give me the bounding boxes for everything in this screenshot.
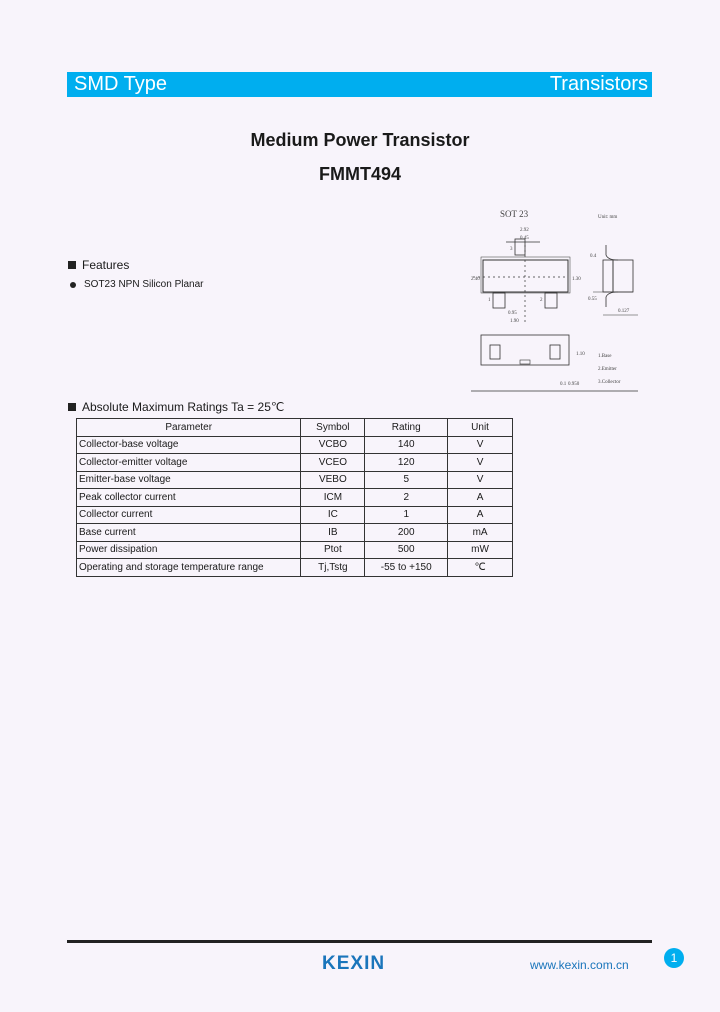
cell-parameter: Emitter-base voltage	[77, 471, 301, 489]
cell-parameter: Collector-base voltage	[77, 436, 301, 454]
svg-text:0.1: 0.1	[560, 382, 567, 387]
cell-parameter: Base current	[77, 524, 301, 542]
feature-item-text: SOT23 NPN Silicon Planar	[84, 279, 204, 290]
table-row	[77, 559, 513, 577]
svg-text:0.55: 0.55	[588, 297, 597, 302]
table-row	[77, 454, 513, 472]
diagram-unit-label: Unit: mm	[598, 215, 618, 220]
cell-parameter: Collector-emitter voltage	[77, 454, 301, 472]
svg-text:2.Emitter: 2.Emitter	[598, 367, 617, 372]
cell-unit: mA	[448, 524, 513, 542]
cell-parameter: Collector current	[77, 506, 301, 524]
cell-symbol: VCBO	[301, 436, 365, 454]
cell-symbol: Ptot	[301, 541, 365, 559]
cell-rating: 2	[365, 489, 448, 507]
ratings-heading-label: Absolute Maximum Ratings Ta = 25℃	[82, 400, 285, 414]
document-title: Medium Power Transistor	[250, 130, 470, 150]
cell-unit: V	[448, 436, 513, 454]
cell-rating: 1	[365, 506, 448, 524]
package-outline-diagram	[468, 205, 648, 395]
svg-text:1: 1	[488, 298, 491, 303]
cell-symbol: VCEO	[301, 454, 365, 472]
svg-text:2.40: 2.40	[471, 277, 480, 282]
svg-text:0.45: 0.45	[520, 236, 529, 241]
column-header-rating: Rating	[365, 419, 448, 437]
diagram-package-label: SOT 23	[500, 209, 529, 219]
svg-text:0.950: 0.950	[568, 382, 580, 387]
website-link[interactable]: www.kexin.com.cn	[530, 958, 629, 972]
cell-unit: V	[448, 454, 513, 472]
part-number: FMMT494	[318, 164, 401, 184]
header-category: SMD Type	[74, 73, 167, 95]
kexin-logo: KEXIN	[322, 953, 386, 974]
cell-rating: -55 to +150	[365, 559, 448, 577]
table-row	[77, 489, 513, 507]
table-row	[77, 471, 513, 489]
cell-unit: mW	[448, 541, 513, 559]
square-bullet-icon	[68, 261, 76, 269]
svg-text:1.10: 1.10	[576, 352, 585, 357]
column-header-parameter: Parameter	[77, 419, 301, 437]
cell-rating: 200	[365, 524, 448, 542]
table-row	[77, 436, 513, 454]
header-bar	[67, 72, 652, 97]
svg-text:3.Collector: 3.Collector	[598, 380, 621, 385]
cell-unit: A	[448, 506, 513, 524]
cell-rating: 120	[365, 454, 448, 472]
table-row	[77, 541, 513, 559]
svg-text:1.30: 1.30	[572, 277, 581, 282]
cell-symbol: IC	[301, 506, 365, 524]
table-row	[77, 506, 513, 524]
page-number-badge: 1	[664, 948, 684, 968]
cell-unit: A	[448, 489, 513, 507]
svg-text:2: 2	[540, 298, 543, 303]
column-header-unit: Unit	[448, 419, 513, 437]
square-bullet-icon	[68, 403, 76, 411]
cell-rating: 500	[365, 541, 448, 559]
table-row	[77, 524, 513, 542]
cell-unit: V	[448, 471, 513, 489]
ratings-heading	[68, 400, 284, 414]
svg-text:3: 3	[510, 247, 513, 252]
ratings-table	[76, 418, 513, 577]
svg-text:0.127: 0.127	[618, 309, 630, 314]
bullet-icon	[70, 282, 76, 288]
svg-text:0.95: 0.95	[508, 311, 517, 316]
svg-text:1.90: 1.90	[510, 319, 519, 324]
features-heading	[68, 258, 129, 272]
cell-parameter: Operating and storage temperature range	[77, 559, 301, 577]
column-header-symbol: Symbol	[301, 419, 365, 437]
cell-parameter: Peak collector current	[77, 489, 301, 507]
header-type: Transistors	[549, 73, 648, 95]
svg-text:2.92: 2.92	[520, 228, 529, 233]
cell-symbol: VEBO	[301, 471, 365, 489]
feature-item	[70, 279, 204, 290]
cell-parameter: Power dissipation	[77, 541, 301, 559]
cell-symbol: IB	[301, 524, 365, 542]
svg-text:0.4: 0.4	[590, 254, 597, 259]
cell-rating: 5	[365, 471, 448, 489]
cell-unit: ℃	[448, 559, 513, 577]
svg-text:1.Base: 1.Base	[598, 354, 612, 359]
cell-symbol: ICM	[301, 489, 365, 507]
cell-symbol: Tj,Tstg	[301, 559, 365, 577]
table-header-row	[77, 419, 513, 437]
features-heading-label: Features	[82, 258, 130, 272]
footer-divider	[67, 940, 652, 943]
cell-rating: 140	[365, 436, 448, 454]
